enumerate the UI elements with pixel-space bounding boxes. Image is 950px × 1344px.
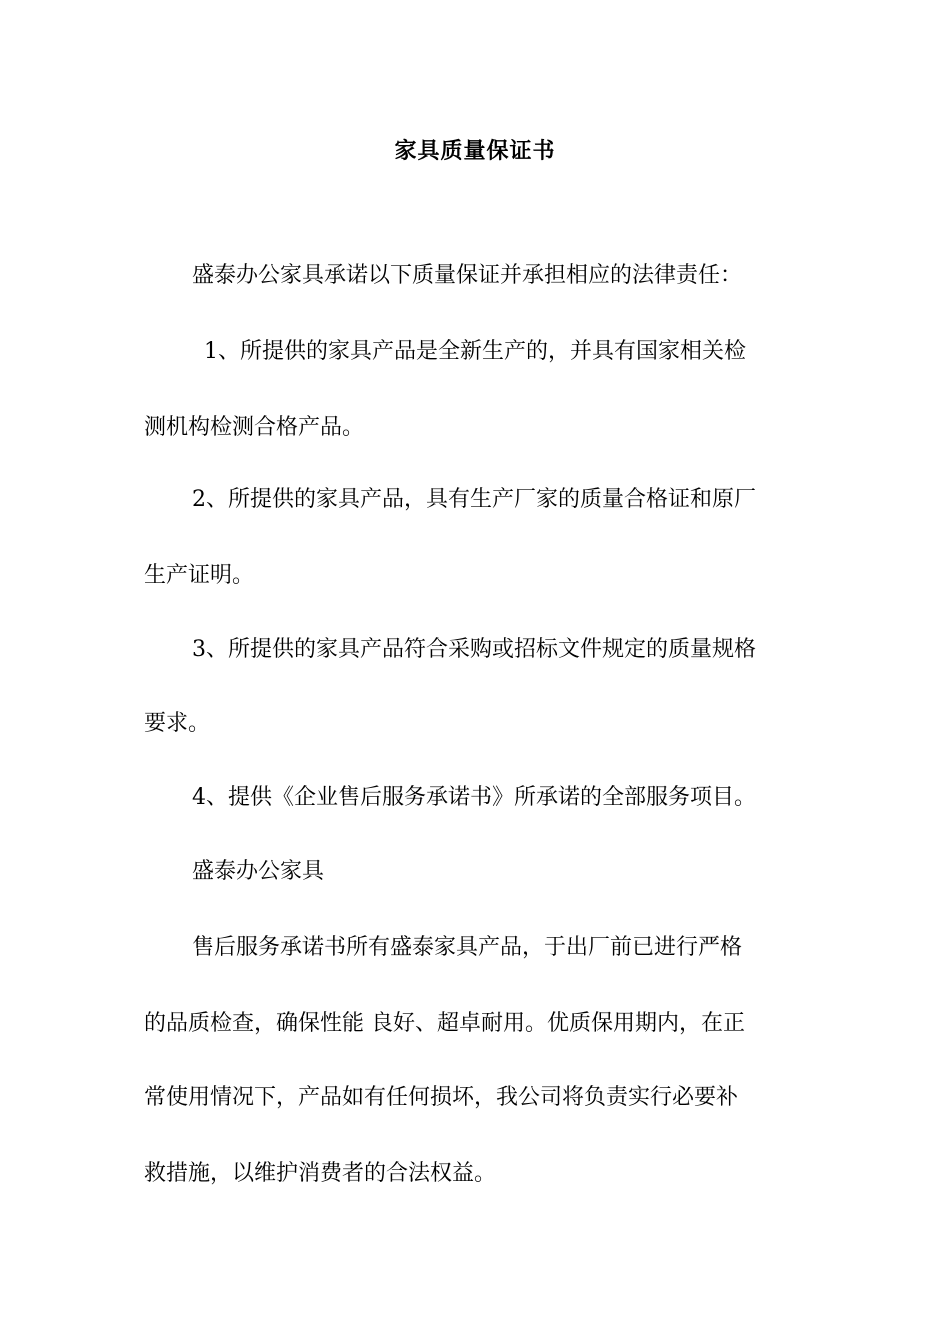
item-2-line-2: 生产证明。 [144,563,255,588]
service-paragraph-line-3: 常使用情况下，产品如有任何损坏，我公司将负责实行必要补 [144,1085,739,1110]
item-1-line-1: 1、所提供的家具产品是全新生产的，并具有国家相关检 [204,339,746,364]
item-2-line-1: 2、所提供的家具产品，具有生产厂家的质量合格证和原厂 [192,487,756,512]
intro-paragraph: 盛泰办公家具承诺以下质量保证并承担相应的法律责任： [192,263,743,288]
service-paragraph-line-4: 救措施，以维护消费者的合法权益。 [144,1161,497,1186]
service-paragraph-line-2: 的品质检查，确保性能 良好、超卓耐用。优质保用期内，在正 [144,1011,745,1036]
item-1-line-2: 测机构检测合格产品。 [144,415,365,440]
item-3-line-1: 3、所提供的家具产品符合采购或招标文件规定的质量规格 [192,637,756,662]
company-signature: 盛泰办公家具 [192,859,325,884]
item-4-line: 4、提供《企业售后服务承诺书》所承诺的全部服务项目。 [192,785,756,810]
service-paragraph-line-1: 售后服务承诺书所有盛泰家具产品，于出厂前已进行严格 [192,935,743,960]
item-3-line-2: 要求。 [144,711,211,736]
document-title: 家具质量保证书 [394,139,556,164]
